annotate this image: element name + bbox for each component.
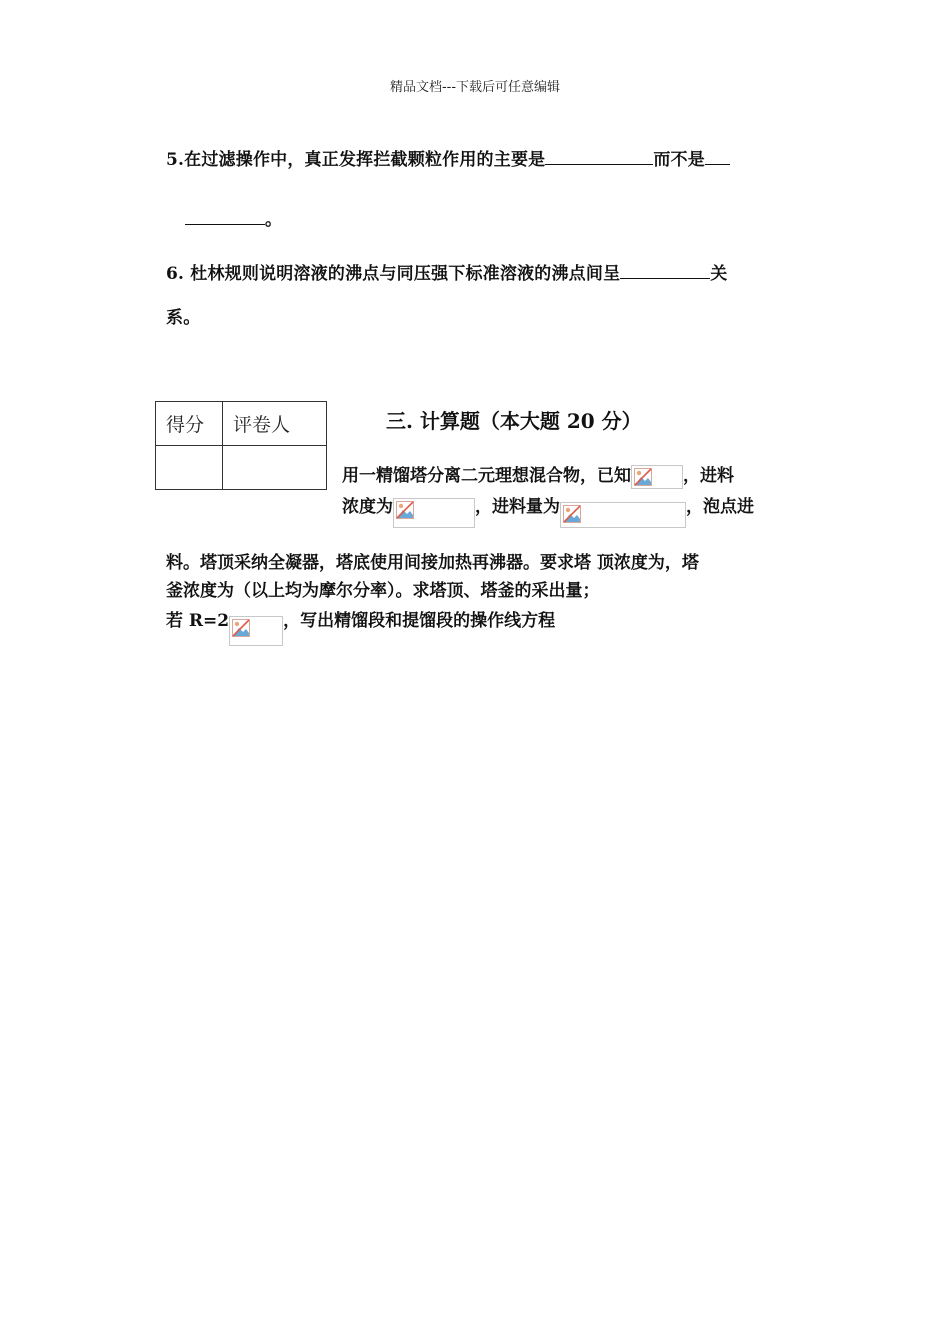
question-5-text-a: 5.在过滤操作中，真正发挥拦截颗粒作用的主要是 xyxy=(166,150,546,170)
score-header: 得分 xyxy=(156,402,223,446)
problem-text: 若 R=2 xyxy=(166,611,230,631)
answer-blank xyxy=(545,150,653,165)
grader-header: 评卷人 xyxy=(223,402,327,446)
section-title: 三. 计算题（本大题 20 分） xyxy=(386,409,642,433)
formula-image xyxy=(393,498,475,528)
formula-image xyxy=(229,616,283,646)
grader-cell xyxy=(223,446,327,490)
answer-blank xyxy=(620,264,710,279)
answer-blank xyxy=(705,150,730,165)
question-5-line-1 xyxy=(166,145,730,170)
problem-line-5 xyxy=(166,606,555,646)
formula-image xyxy=(631,465,683,489)
formula-image xyxy=(560,502,686,528)
question-6-text-a: 6. 杜林规则说明溶液的沸点与同压强下标准溶液的沸点间呈 xyxy=(166,264,621,284)
problem-line-1 xyxy=(342,461,734,491)
question-6-line-1 xyxy=(166,259,727,284)
question-5-end: 。 xyxy=(265,210,283,230)
problem-line-4: 釜浓度为（以上均为摩尔分率）。求塔顶、塔釜的采出量； xyxy=(166,581,600,601)
question-6-text-b: 关 xyxy=(710,264,728,284)
answer-blank xyxy=(185,210,265,225)
problem-text: 用一精馏塔分离二元理想混合物，已知 xyxy=(342,466,631,486)
broken-image-icon xyxy=(396,501,414,519)
broken-image-icon xyxy=(232,619,250,637)
broken-image-icon xyxy=(563,505,581,523)
problem-text: ，泡点进 xyxy=(686,497,754,517)
question-5-text-b: 而不是 xyxy=(653,150,705,170)
problem-text: ，进料 xyxy=(683,466,734,486)
question-5-line-2 xyxy=(185,205,282,230)
problem-text: ，进料量为 xyxy=(475,497,560,517)
problem-text: 浓度为 xyxy=(342,497,393,517)
score-cell xyxy=(156,446,223,490)
score-table xyxy=(155,401,327,490)
problem-text: ，写出精馏段和提馏段的操作线方程 xyxy=(283,611,556,631)
broken-image-icon xyxy=(634,468,652,486)
page-header: 精品文档---下载后可任意编辑 xyxy=(389,80,561,95)
problem-line-3: 料。塔顶采纳全凝器，塔底使用间接加热再沸器。要求塔 顶浓度为，塔 xyxy=(166,553,699,573)
problem-line-2 xyxy=(342,492,754,528)
question-6-line-2: 系。 xyxy=(166,308,201,328)
